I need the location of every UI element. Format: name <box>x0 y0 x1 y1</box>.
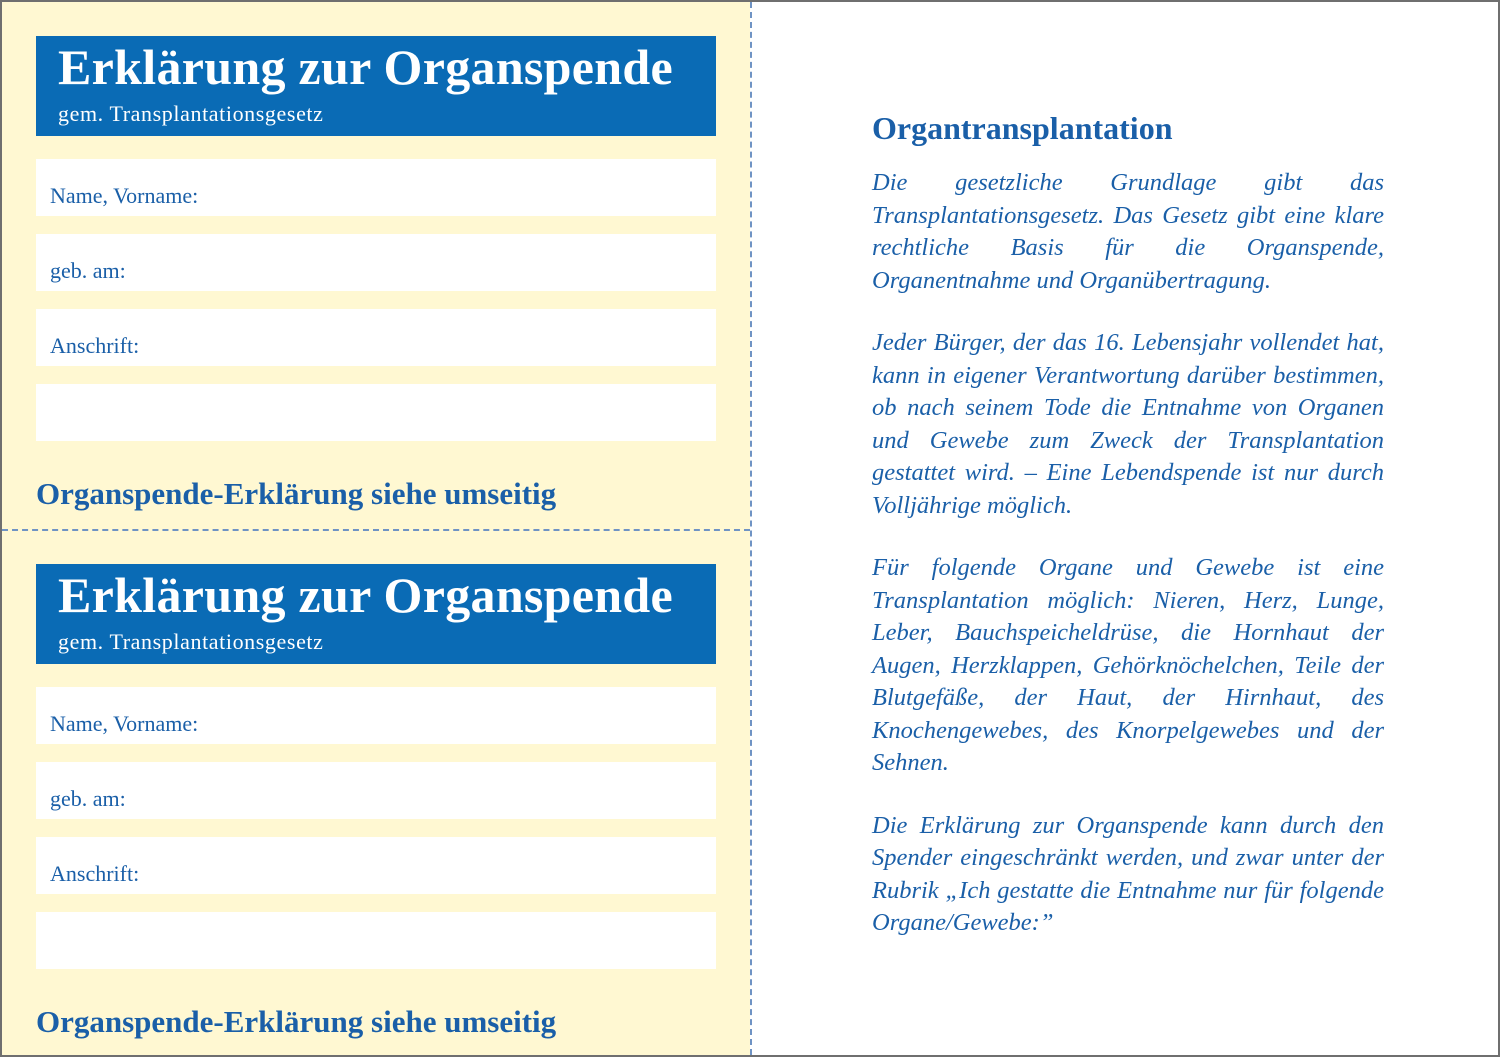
name-field-label: Name, Vorname: <box>50 183 199 208</box>
card-footer-note: Organspende-Erklärung siehe umseitig <box>36 1004 557 1039</box>
horizontal-cut-line <box>2 529 750 531</box>
address-field[interactable] <box>36 837 716 894</box>
name-field[interactable] <box>36 159 716 216</box>
donor-card-top <box>2 2 750 528</box>
info-heading: Organtransplantation <box>872 110 1173 146</box>
address-line-2-field[interactable] <box>36 384 716 441</box>
card-footer-note: Organspende-Erklärung siehe umseitig <box>36 476 557 511</box>
card-title: Erklärung zur Organspende <box>58 567 673 623</box>
card-subtitle: gem. Transplantationsgesetz <box>58 629 324 654</box>
info-paragraph-legal-basis: Die gesetzliche Grundlage gibt das Transplantationsgesetz. Das Gesetz gibt eine klare rechtliche Basis für die Organspende, Organentnahme und Organübertragung. <box>872 169 1384 294</box>
info-paragraph-restriction: Die Erklärung zur Organspende kann durch den Spender eingeschränkt werden, und zwar unter der Rubrik „Ich gestatte die Entnahme nur für folgende Organe/Gewebe:” <box>872 811 1384 936</box>
address-field[interactable] <box>36 309 716 366</box>
name-field[interactable] <box>36 687 716 744</box>
address-field-label: Anschrift: <box>50 861 140 886</box>
donor-card-bottom <box>2 530 750 1056</box>
card-subtitle: gem. Transplantationsgesetz <box>58 101 324 126</box>
card-title: Erklärung zur Organspende <box>58 39 673 95</box>
name-field-label: Name, Vorname: <box>50 711 199 736</box>
vertical-cut-line <box>750 2 752 1055</box>
tear-off-cards-panel <box>2 2 750 1055</box>
birthdate-field[interactable] <box>36 234 716 291</box>
info-paragraph-eligibility: Jeder Bürger, der das 16. Lebensjahr vollendet hat, kann in eigener Verantwortung darüber bestimmen, ob nach seinem Tode die Entnahme von Organen und Gewebe zum Zweck der Transplantation gestattet wird. – Eine Lebendspende ist nur durch Volljährige möglich. <box>872 329 1384 519</box>
birthdate-field-label: geb. am: <box>50 258 126 283</box>
info-paragraph-organs: Für folgende Organe und Gewebe ist eine Transplantation möglich: Nieren, Herz, Lunge, Leber, Bauchspeicheldrüse, die Hornhaut der Augen, Herzklappen, Gehörknöchelchen, Teile der Blutgefäße, der Haut, der Hirnhaut, des Knochengewebes, des Knorpelgewebes und der Sehnen. <box>872 554 1384 776</box>
info-panel <box>872 110 1384 970</box>
address-line-2-field[interactable] <box>36 912 716 969</box>
card-header-banner <box>36 564 716 664</box>
birthdate-field[interactable] <box>36 762 716 819</box>
card-header-banner <box>36 36 716 136</box>
address-field-label: Anschrift: <box>50 333 140 358</box>
birthdate-field-label: geb. am: <box>50 786 126 811</box>
